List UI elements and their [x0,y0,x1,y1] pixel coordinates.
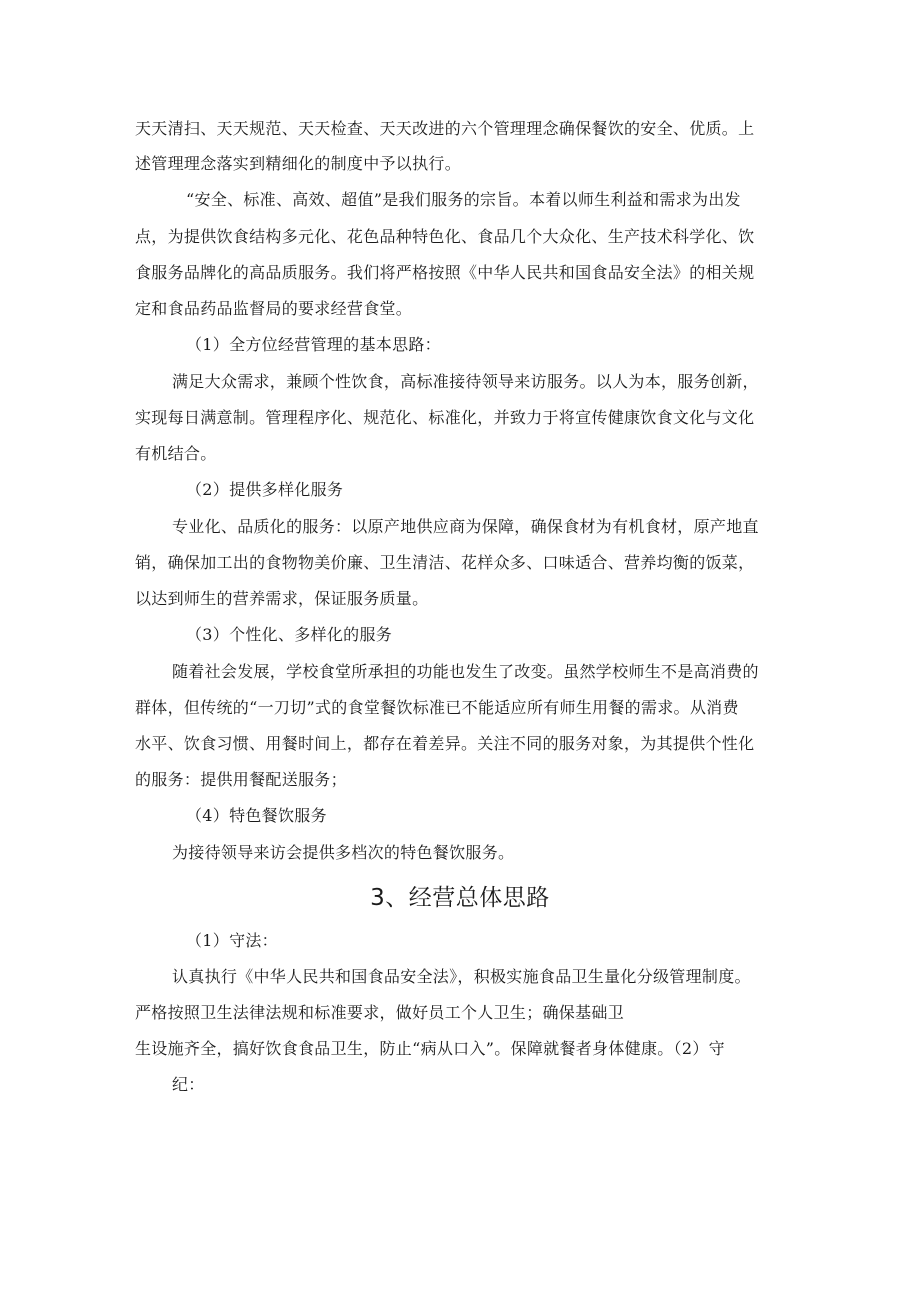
item1-line-2: 实现每日满意制。管理程序化、规范化、标准化，并致力于将宣传健康饮食文化与文化 [135,408,755,427]
section3-line-4: 纪： [172,1075,205,1094]
tenet-line-4: 定和食品药品监督局的要求经营食堂。 [135,299,413,318]
item2-line-3: 以达到师生的营养需求，保证服务质量。 [135,589,429,608]
section3-line-1: 认真执行《中华人民共和国食品安全法》，积极实施食品卫生量化分级管理制度。 [172,967,751,986]
item3-line-2: 群体，但传统的“一刀切”式的食堂餐饮标准已不能适应所有师生用餐的需求。从消费 [135,698,739,717]
tenet-line-2: 点，为提供饮食结构多元化、花色品种特色化、食品几个大众化、生产技术科学化、饮 [135,227,755,246]
tenet-line-1: “安全、标准、高效、超值”是我们服务的宗旨。本着以师生利益和需求为出发 [186,190,741,209]
section3-sub1-title: （1）守法： [186,931,278,950]
item4-line-1: 为接待领导来访会提供多档次的特色餐饮服务。 [172,843,515,862]
item2-line-2: 销，确保加工出的食物物美价廉、卫生清洁、花样众多、口味适合、营养均衡的饭菜， [135,553,755,572]
intro-line-1: 天天清扫、天天规范、天天检查、天天改进的六个管理理念确保餐饮的安全、优质。上 [135,119,755,138]
section-3-heading: 3、经营总体思路 [370,885,550,911]
item4-title: （4）特色餐饮服务 [186,806,327,825]
item1-line-3: 有机结合。 [135,444,217,463]
item3-line-4: 的服务：提供用餐配送服务； [135,770,347,789]
item1-line-1: 满足大众需求，兼顾个性饮食，高标准接待领导来访服务。以人为本，服务创新， [172,372,759,391]
item2-title: （2）提供多样化服务 [186,480,344,499]
section3-line-3: 生设施齐全，搞好饮食食品卫生，防止“病从口入”。保障就餐者身体健康。（2）守 [135,1039,725,1058]
intro-line-2: 述管理理念落实到精细化的制度中予以执行。 [135,154,462,173]
section3-line-2: 严格按照卫生法律法规和标准要求，做好员工个人卫生；确保基础卫 [135,1003,625,1022]
item2-line-1: 专业化、品质化的服务：以原产地供应商为保障，确保食材为有机食材，原产地直 [172,517,759,536]
item3-line-1: 随着社会发展，学校食堂所承担的功能也发生了改变。虽然学校师生不是高消费的 [172,662,759,681]
item3-title: （3）个性化、多样化的服务 [186,625,393,644]
item1-title: （1）全方位经营管理的基本思路： [186,335,441,354]
tenet-line-3: 食服务品牌化的高品质服务。我们将严格按照《中华人民共和国食品安全法》的相关规 [135,263,755,282]
item3-line-3: 水平、饮食习惯、用餐时间上，都存在着差异。关注不同的服务对象，为其提供个性化 [135,734,755,753]
